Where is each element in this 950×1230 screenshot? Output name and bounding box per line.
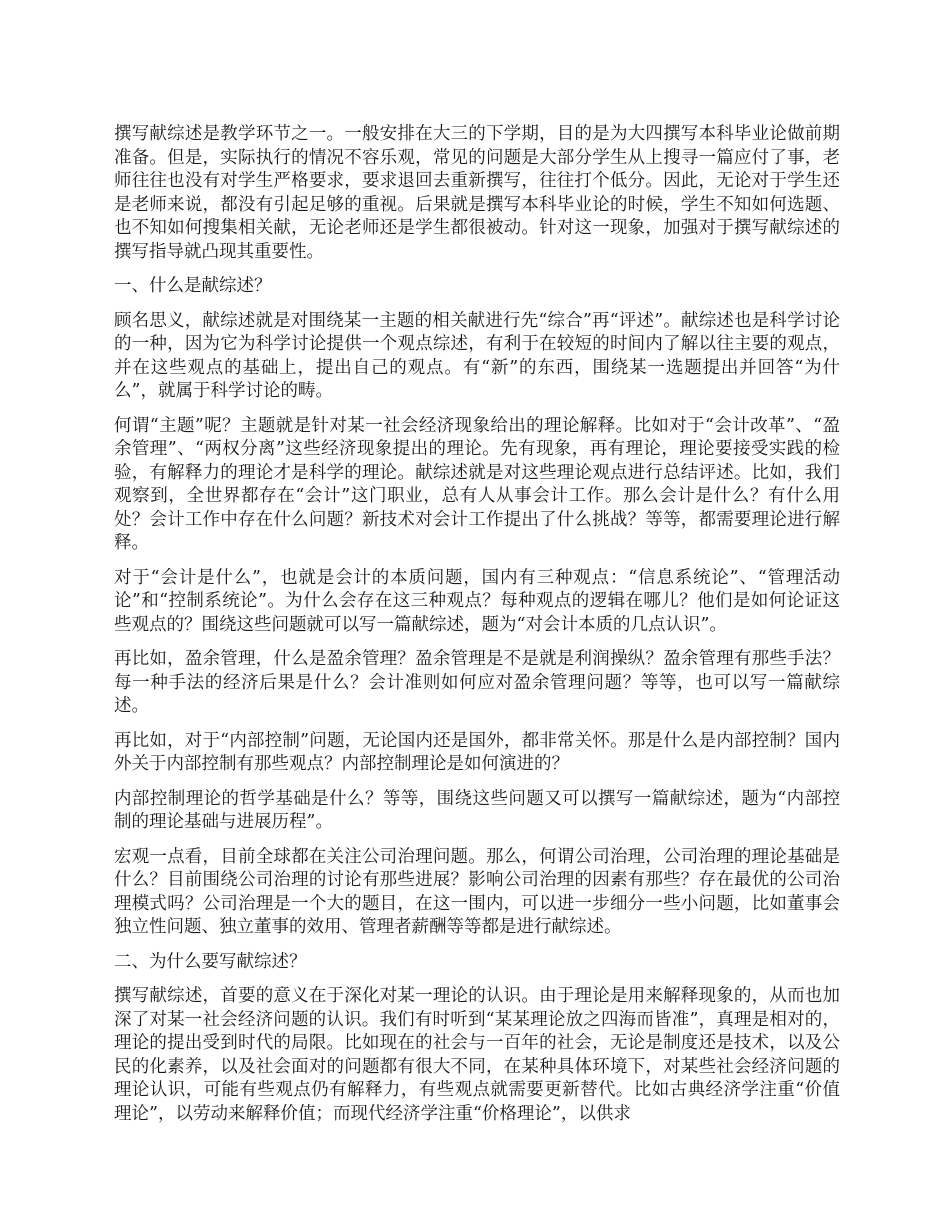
- section-heading-1: 一、什么是献综述？: [114, 276, 272, 296]
- paragraph: 再比如，盈余管理，什么是盈余管理？盈余管理是不是就是利润操纵？盈余管理有那些手法？每一种手法的经济后果是什么？会计准则如何应对盈余管理问题？等等，也可以写一篇献综述。: [114, 649, 840, 716]
- section-heading-2: 二、为什么要写献综述？: [114, 951, 307, 972]
- document-body: [114, 123, 840, 1137]
- paragraph: 撰写献综述，首要的意义在于深化对某一理论的认识。由于理论是用来解释现象的，从而也加深了对某一社会经济问题的认识。我们有时听到“某某理论放之四海而皆准”，真理是相对的，理论的提出受到时代的局限。比如现在的社会与一百年的社会，无论是制度还是技术，以及公民的化素养，以及社会面对的问题都有很大不同，在某种具体环境下，对某些社会经济问题的理论认识，可能有些观点仍有解释力，有些观点就需要更新替代。比如古典经济学注重“价值理论”，以劳动来解释价值；而现代经济学注重“价格理论”，以供求: [114, 986, 840, 1124]
- paragraph: 宏观一点看，目前全球都在关注公司治理问题。那么，何谓公司治理，公司治理的理论基础是什么？目前围绕公司治理的讨论有那些进展？影响公司治理的因素有那些？存在最优的公司治理模式吗？公司治理是一个大的题目，在这一围内，可以进一步细分一些小问题，比如董事会独立性问题、独立董事的效用、管理者薪酬等等都是进行献综述。: [114, 846, 840, 937]
- paragraph: 对于“会计是什么”，也就是会计的本质问题，国内有三种观点：“信息系统论”、“管理活动论”和“控制系统论”。为什么会存在这三种观点？每种观点的逻辑在哪儿？他们是如何论证这些观点的？围绕这些问题就可以写一篇献综述，题为“对会计本质的几点认识”。: [114, 567, 840, 635]
- paragraph: 内部控制理论的哲学基础是什么？等等，围绕这些问题又可以撰写一篇献综述，题为“内部控制的理论基础与进展历程”。: [114, 788, 840, 832]
- paragraph: 何谓“主题”呢？主题就是针对某一社会经济现象给出的理论解释。比如对于“会计改革”、“盈余管理”、“两权分离”这些经济现象提出的理论。先有现象，再有理论，理论要接受实践的检验，有解释力的理论才是科学的理论。献综述就是对这些理论观点进行总结评述。比如，我们观察到，全世界都存在“会计”这门职业，总有人从事会计工作。那么会计是什么？有什么用处？会计工作中存在什么问题？新技术对会计工作提出了什么挑战？等等，都需要理论进行解释。: [114, 415, 840, 553]
- intro-paragraph: 撰写献综述是教学环节之一。一般安排在大三的下学期，目的是为大四撰写本科毕业论做前期准备。但是，实际执行的情况不容乐观，常见的问题是大部分学生从上搜寻一篇应付了事，老师往往也没有对学生严格要求，要求退回去重新撰写，往往打个低分。因此，无论对于学生还是老师来说，都没有引起足够的重视。后果就是撰写本科毕业论的时候，学生不知如何选题、也不知如何搜集相关献，无论老师还是学生都很被动。针对这一现象，加强对于撰写献综述的撰写指导就凸现其重要性。: [114, 124, 840, 262]
- paragraph: 再比如，对于“内部控制”问题，无论国内还是国外，都非常关怀。那是什么是内部控制？国内外关于内部控制有那些观点？内部控制理论是如何演进的？: [114, 730, 840, 774]
- paragraph: 顾名思义，献综述就是对围绕某一主题的相关献进行先“综合”再“评述”。献综述也是科学讨论的一种，因为它为科学讨论提供一个观点综述，有利于在较短的时间内了解以往主要的观点，并在这些观点的基础上，提出自己的观点。有“新”的东西，围绕某一选题提出并回答“为什么”，就属于科学讨论的畴。: [114, 310, 840, 401]
